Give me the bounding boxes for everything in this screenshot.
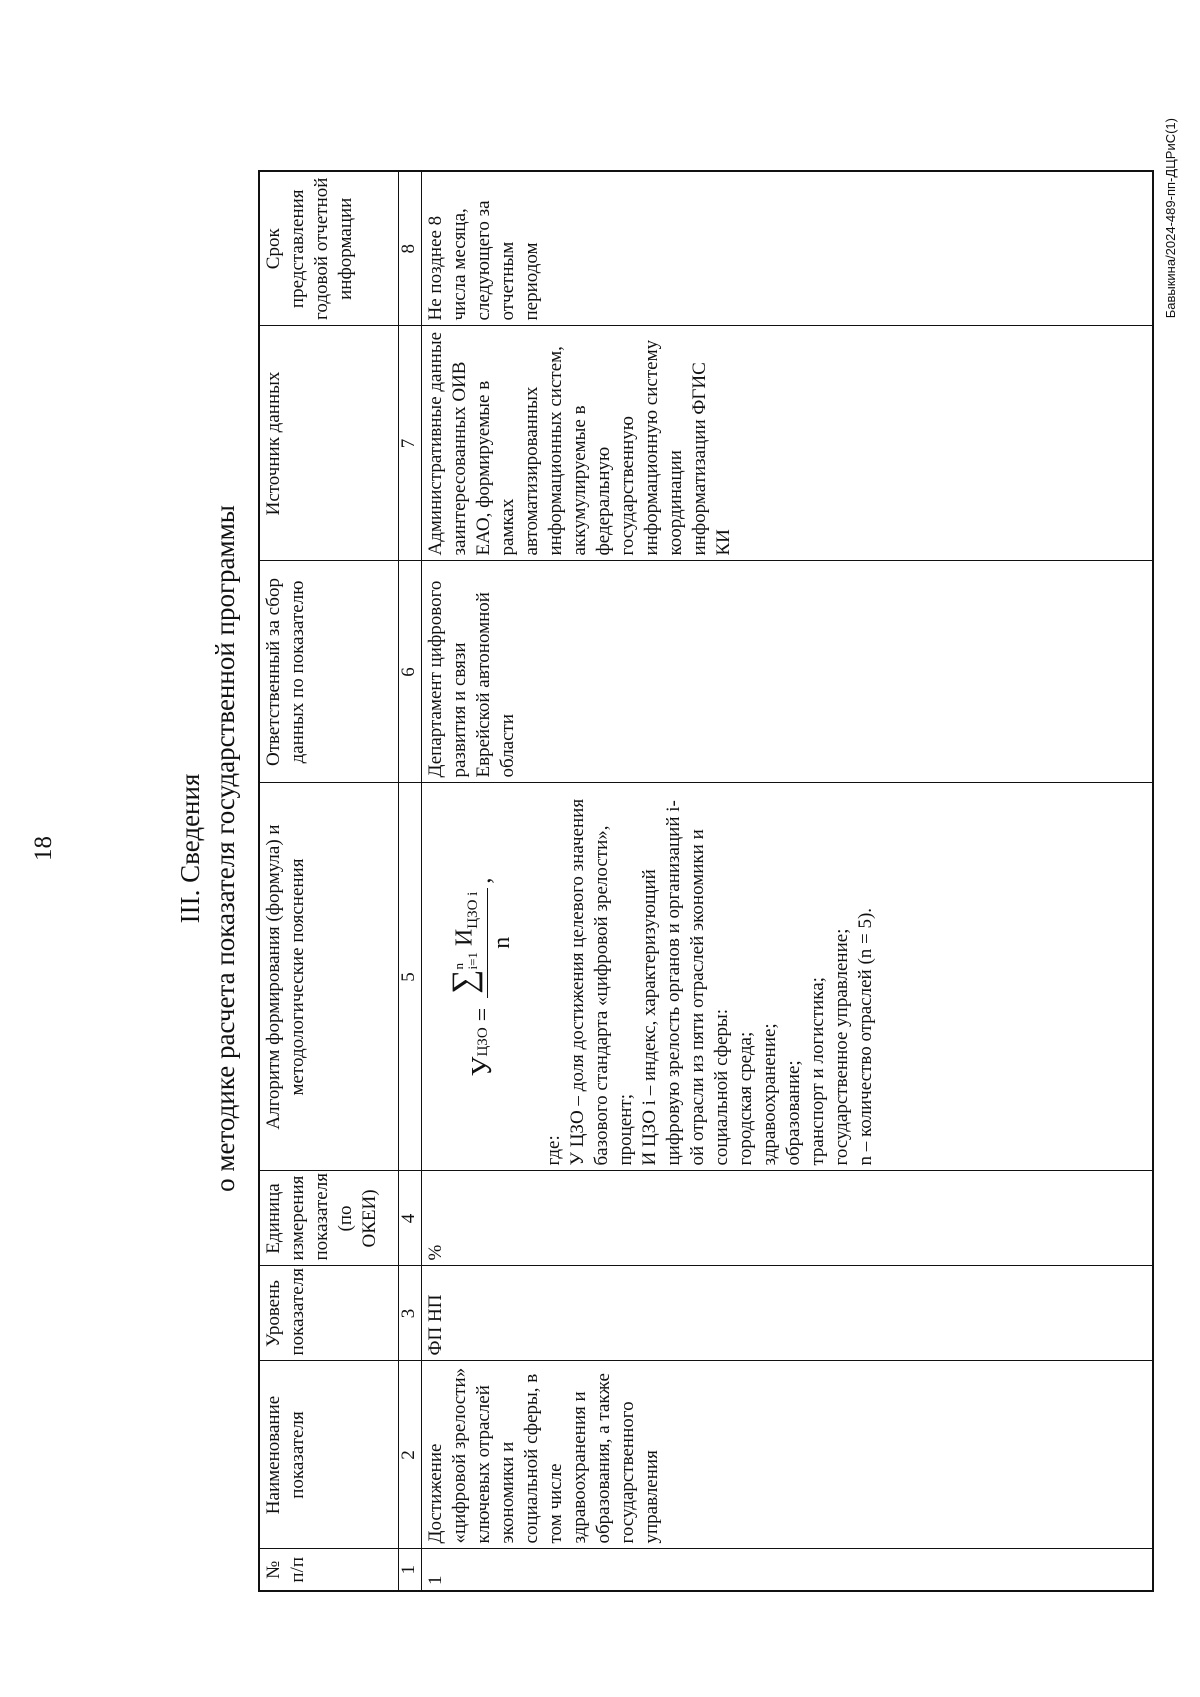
header-cell-num: № п/п — [259, 1549, 399, 1591]
header-cell-level: Уровень показателя — [259, 1266, 399, 1361]
formula-equals: = — [470, 1007, 496, 1022]
explanation-line: государственное управление; — [831, 928, 852, 1166]
header-cell-algorithm: Алгоритм формирования (формула) и методологические пояснения — [259, 783, 399, 1171]
formula-lhs-sub: ЦЗО — [475, 1027, 491, 1057]
header-cell-name: Наименование показателя — [259, 1361, 399, 1549]
algorithm-cell — [422, 783, 1154, 1171]
data-source: Административные данные заинтересованных ОИВ ЕАО, формируемые в рамках автоматизированных информационных систем, аккумулируемые в федеральную государственную информационную систему координации информатизации ФГИС КИ — [422, 326, 1154, 561]
document-footer: Бавыкина/2024-489-пп-ДЦРиС(1) — [1163, 118, 1178, 319]
explanation-line: городская среда; — [735, 1031, 756, 1166]
methodology-table — [258, 170, 1154, 1592]
table-row — [422, 171, 1154, 1591]
section-title: III. Сведения — [175, 773, 205, 924]
unit-of-measure: % — [422, 1171, 1154, 1266]
sigma-limits — [452, 952, 480, 969]
where-label: где: — [543, 1135, 564, 1166]
sigma-lower: i=1 — [465, 952, 481, 970]
row-number: 1 — [422, 1549, 1154, 1591]
formula-lhs: У — [467, 1056, 498, 1077]
sum-term: И — [451, 928, 478, 947]
header-cell-responsible: Ответственный за сбор данных по показателю — [259, 561, 399, 783]
header-cell-deadline: Срок представления годовой отчетной информации — [259, 171, 399, 326]
indicator-name: Достижение «цифровой зрелости» ключевых отраслей экономики и социальной сферы, в том числе здравоохранения и образования, а также государственного управления — [422, 1361, 1154, 1549]
formula — [424, 789, 542, 1166]
responsible-department: Департамент цифрового развития и связи Еврейской автономной области — [422, 561, 1154, 783]
formula-numerator — [446, 888, 488, 998]
column-number: 2 — [399, 1361, 422, 1549]
explanation-line: У ЦЗО – доля достижения целевого значения базового стандарта «цифровой зрелости», процент; — [567, 798, 636, 1166]
section-subtitle: о методике расчета показателя государственной программы — [210, 505, 240, 1192]
column-number: 7 — [399, 326, 422, 561]
formula-denominator: n — [488, 936, 515, 949]
sum-term-sub: ЦЗО i — [464, 891, 481, 929]
header-cell-unit: Единица измерения показателя (по ОКЕИ) — [259, 1171, 399, 1266]
indicator-level: ФП НП — [422, 1266, 1154, 1361]
explanation-line: n – количество отраслей (n = 5). — [855, 907, 876, 1166]
explanation-line: здравоохранение; — [759, 1023, 780, 1166]
explanation-line: образование; — [783, 1060, 804, 1166]
column-number: 8 — [399, 171, 422, 326]
sigma-symbol: ∑ — [446, 969, 484, 994]
column-number: 6 — [399, 561, 422, 783]
formula-trail: , — [470, 877, 496, 884]
header-row — [259, 171, 399, 1591]
sigma-upper: n — [451, 963, 467, 970]
formula-fraction — [446, 888, 515, 998]
column-number: 3 — [399, 1266, 422, 1361]
column-number: 1 — [399, 1549, 422, 1591]
column-number-row — [399, 171, 422, 1591]
header-cell-source: Источник данных — [259, 326, 399, 561]
column-number: 4 — [399, 1171, 422, 1266]
explanation-line: И ЦЗО i – индекс, характеризующий цифровую зрелость органов и организаций i-ой отрасли из пяти отраслей экономики и социальной сферы: — [639, 800, 732, 1166]
column-number: 5 — [399, 783, 422, 1171]
reporting-deadline: Не позднее 8 числа месяца, следующего за отчетным периодом — [422, 171, 1154, 326]
page-number: 18 — [30, 836, 57, 861]
explanation-line: транспорт и логистика; — [807, 977, 828, 1166]
